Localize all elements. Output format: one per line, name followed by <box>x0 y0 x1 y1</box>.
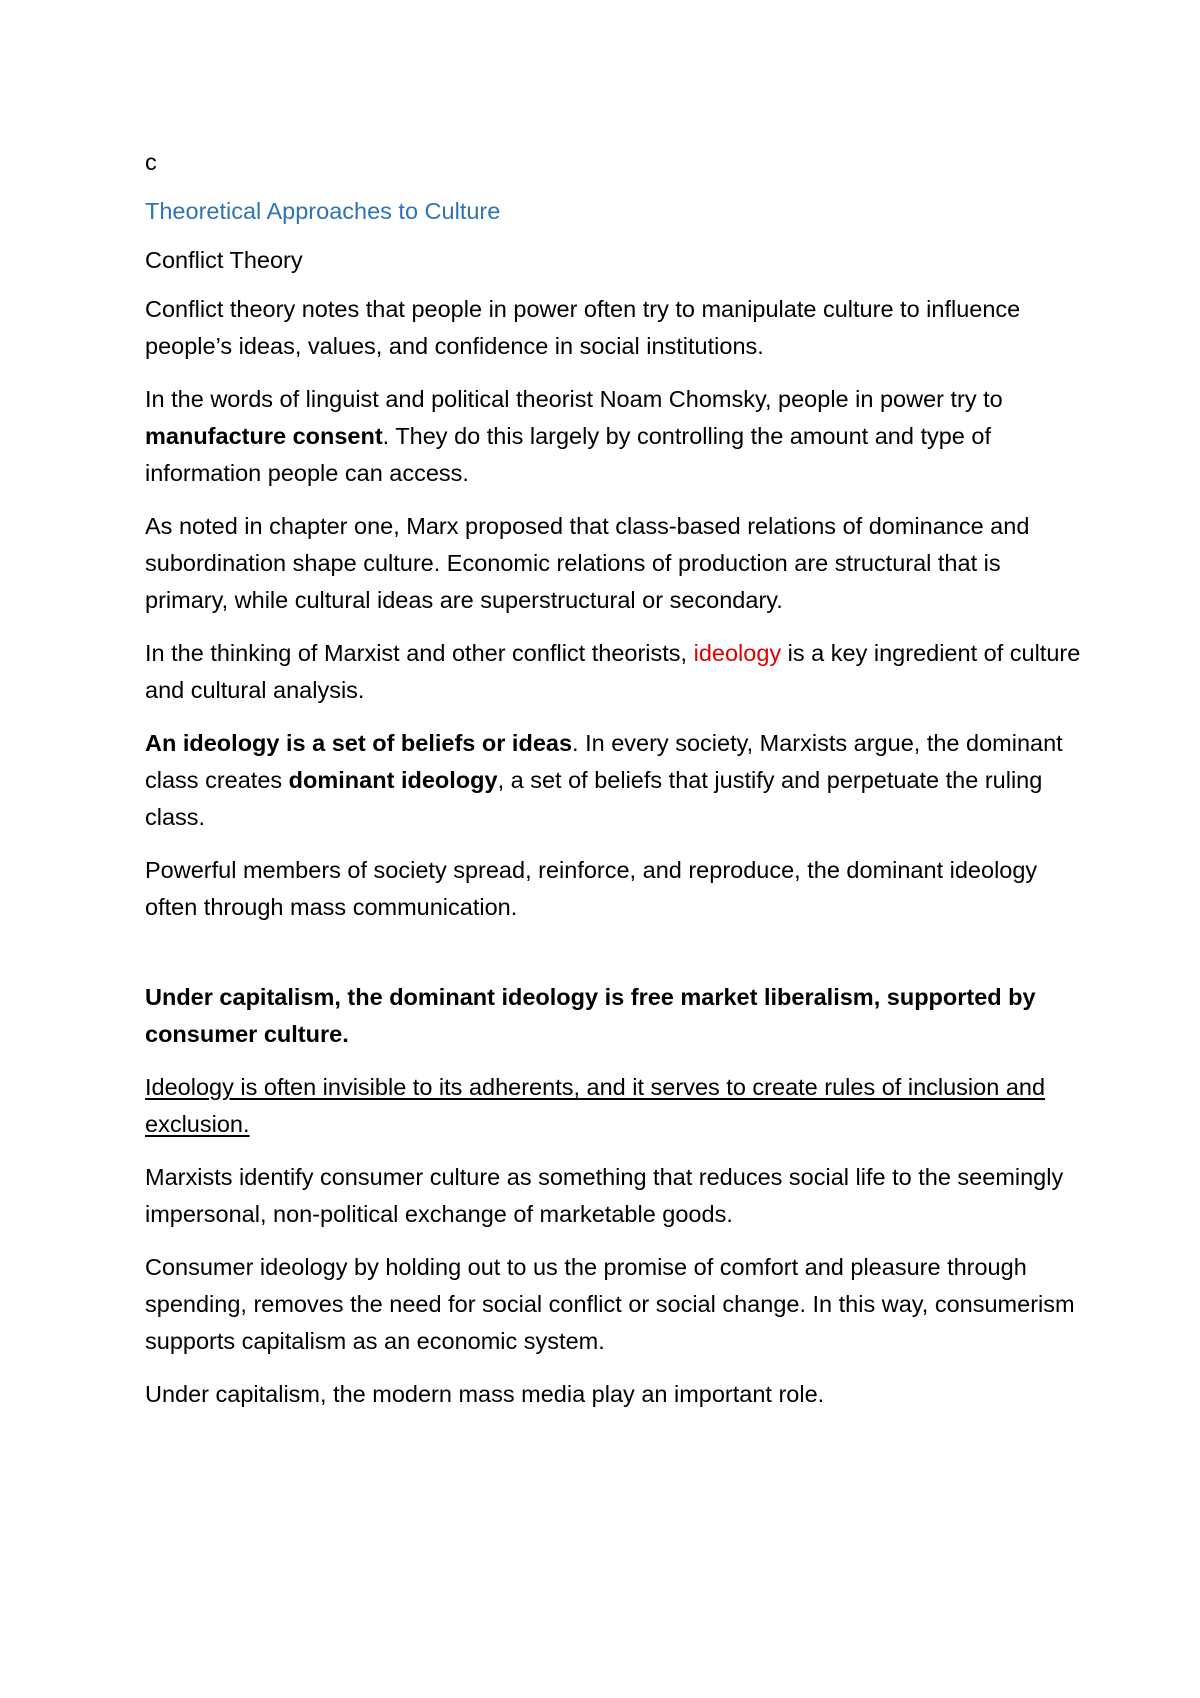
paragraph-capitalism-bold: Under capitalism, the dominant ideology is free market liberalism, supported by consumer culture. <box>145 984 1036 1047</box>
text-run: . They do this largely by controlling the amount and type of information people can access. <box>145 423 991 486</box>
text-run: . In every society, Marxists argue, the dominant class creates <box>145 730 1063 793</box>
document-page <box>145 144 1085 1429</box>
section-heading: Conflict Theory <box>145 247 303 273</box>
paragraph-chomsky <box>145 381 1085 492</box>
text-run: , a set of beliefs that justify and perpetuate the ruling class. <box>145 767 1043 830</box>
paragraph-ideology-key <box>145 635 1085 709</box>
paragraph-ideology-definition <box>145 725 1085 836</box>
paragraph-powerful-members: Powerful members of society spread, reinforce, and reproduce, the dominant ideology often through mass communication. <box>145 857 1038 920</box>
paragraph-ideology-invisible: Ideology is often invisible to its adherents, and it serves to create rules of inclusion and exclusion. <box>145 1074 1046 1137</box>
text-run: In the words of linguist and political theorist Noam Chomsky, people in power try to <box>145 386 1003 412</box>
paragraph-conflict-theory: Conflict theory notes that people in power often try to manipulate culture to influence people’s ideas, values, and confidence in social institutions. <box>145 296 1021 359</box>
bold-definition: An ideology is a set of beliefs or ideas <box>145 730 573 756</box>
paragraph-mass-media: Under capitalism, the modern mass media play an important role. <box>145 1381 825 1407</box>
text-run: is a key ingredient of culture and cultural analysis. <box>145 640 1081 703</box>
text-run: In the thinking of Marxist and other conflict theorists, <box>145 640 694 666</box>
bold-term-manufacture-consent: manufacture consent <box>145 423 383 449</box>
page-marker: c <box>145 149 157 175</box>
blank-line <box>145 942 1085 979</box>
paragraph-marx: As noted in chapter one, Marx proposed that class-based relations of dominance and subordination shape culture. Economic relations of production are structural that is primary, while cultural ideas are superstructural or secondary. <box>145 513 1030 613</box>
bold-term-dominant-ideology: dominant ideology <box>288 767 498 793</box>
document-title: Theoretical Approaches to Culture <box>145 198 501 224</box>
highlighted-term-ideology: ideology <box>693 640 782 666</box>
paragraph-consumer-ideology: Consumer ideology by holding out to us the promise of comfort and pleasure through spending, removes the need for social conflict or social change. In this way, consumerism supports capitalism as an economic system. <box>145 1254 1075 1354</box>
paragraph-consumer-culture: Marxists identify consumer culture as something that reduces social life to the seemingly impersonal, non-political exchange of marketable goods. <box>145 1164 1064 1227</box>
